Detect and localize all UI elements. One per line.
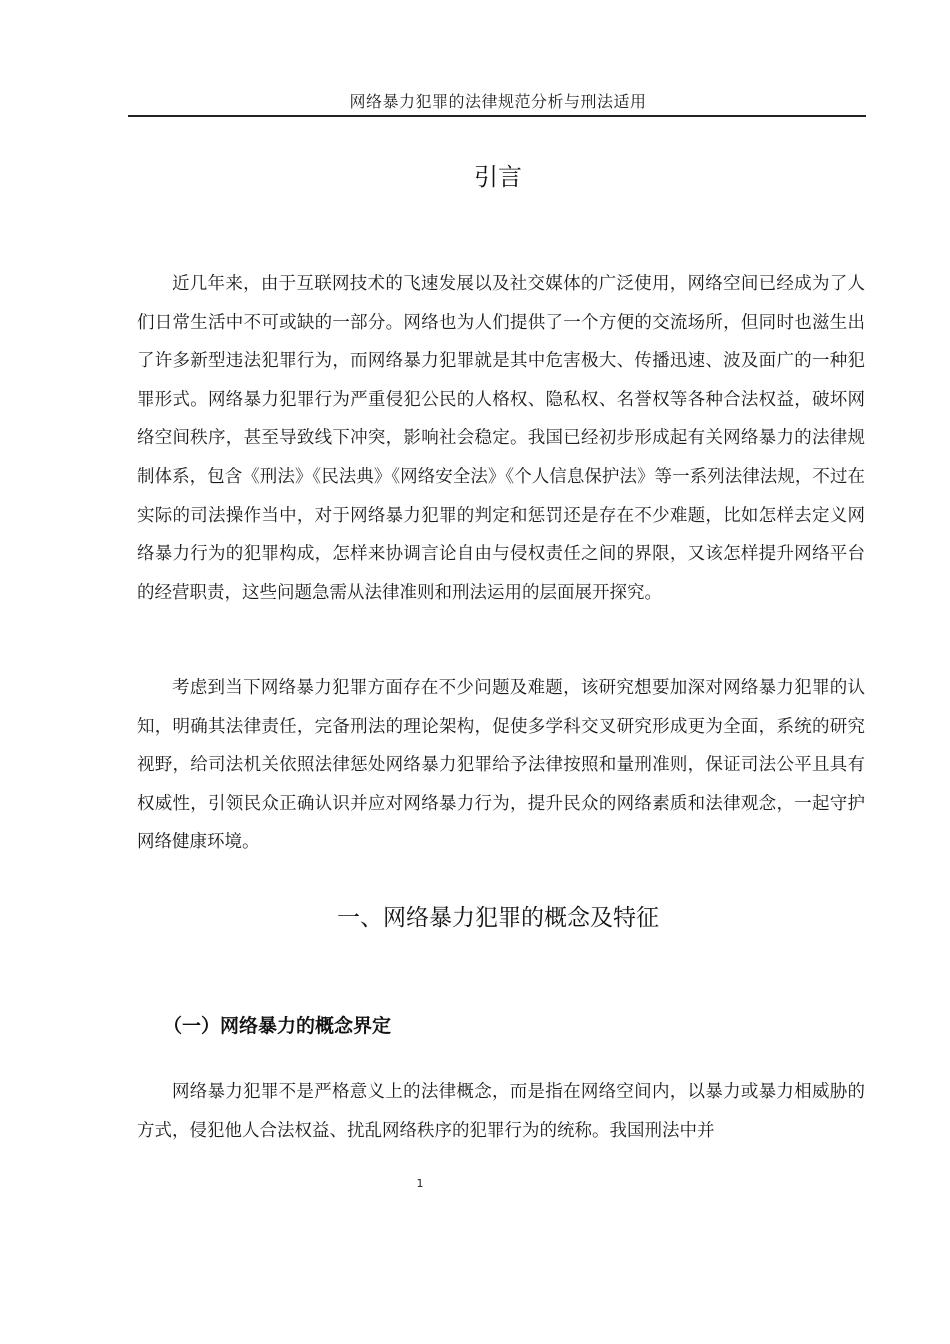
page-number: 1 [416, 1177, 424, 1190]
section-heading: 一、网络暴力犯罪的概念及特征 [337, 905, 659, 931]
subsection-heading: （一）网络暴力的概念界定 [163, 1015, 392, 1037]
intro-paragraph-1: 近几年来，由于互联网技术的飞速发展以及社交媒体的广泛使用，网络空间已经成为了人们日常生活中不可或缺的一部分。网络也为人们提供了一个方便的交流场所，但同时也滋生出了许多新型违法犯罪行为，而网络暴力犯罪就是其中危害极大、传播迅速、波及面广的一种犯罪形式。网络暴力犯罪行为严重侵犯公民的人格权、隐私权、名誉权等各种合法权益，破坏网络空间秩序，甚至导致线下冲突，影响社会稳定。我国已经初步形成起有关网络暴力的法律规制体系，包含《刑法》《民法典》《网络安全法》《个人信息保护法》等一系列法律法规，不过在实际的司法操作当中，对于网络暴力犯罪的判定和惩罚还是存在不少难题，比如怎样去定义网络暴力行为的犯罪构成，怎样来协调言论自由与侵权责任之间的界限，又该怎样提升网络平台的经营职责，这些问题急需从法律准则和刑法运用的层面展开探究。 [137, 274, 865, 603]
subsection-paragraph: 网络暴力犯罪不是严格意义上的法律概念，而是指在网络空间内，以暴力或暴力相威胁的方式，侵犯他人合法权益、扰乱网络秩序的犯罪行为的统称。我国刑法中并 [137, 1082, 865, 1141]
intro-paragraph-2: 考虑到当下网络暴力犯罪方面存在不少问题及难题，该研究想要加深对网络暴力犯罪的认知，明确其法律责任，完备刑法的理论架构，促使多学科交叉研究形成更为全面，系统的研究视野，给司法机关依照法律惩处网络暴力犯罪给予法律按照和量刑准则，保证司法公平且具有权威性，引领民众正确认识并应对网络暴力行为，提升民众的网络素质和法律观念，一起守护网络健康环境。 [137, 678, 865, 853]
page-title: 引言 [474, 163, 522, 191]
header-divider [128, 115, 866, 117]
running-header: 网络暴力犯罪的法律规范分析与刑法适用 [349, 92, 647, 111]
